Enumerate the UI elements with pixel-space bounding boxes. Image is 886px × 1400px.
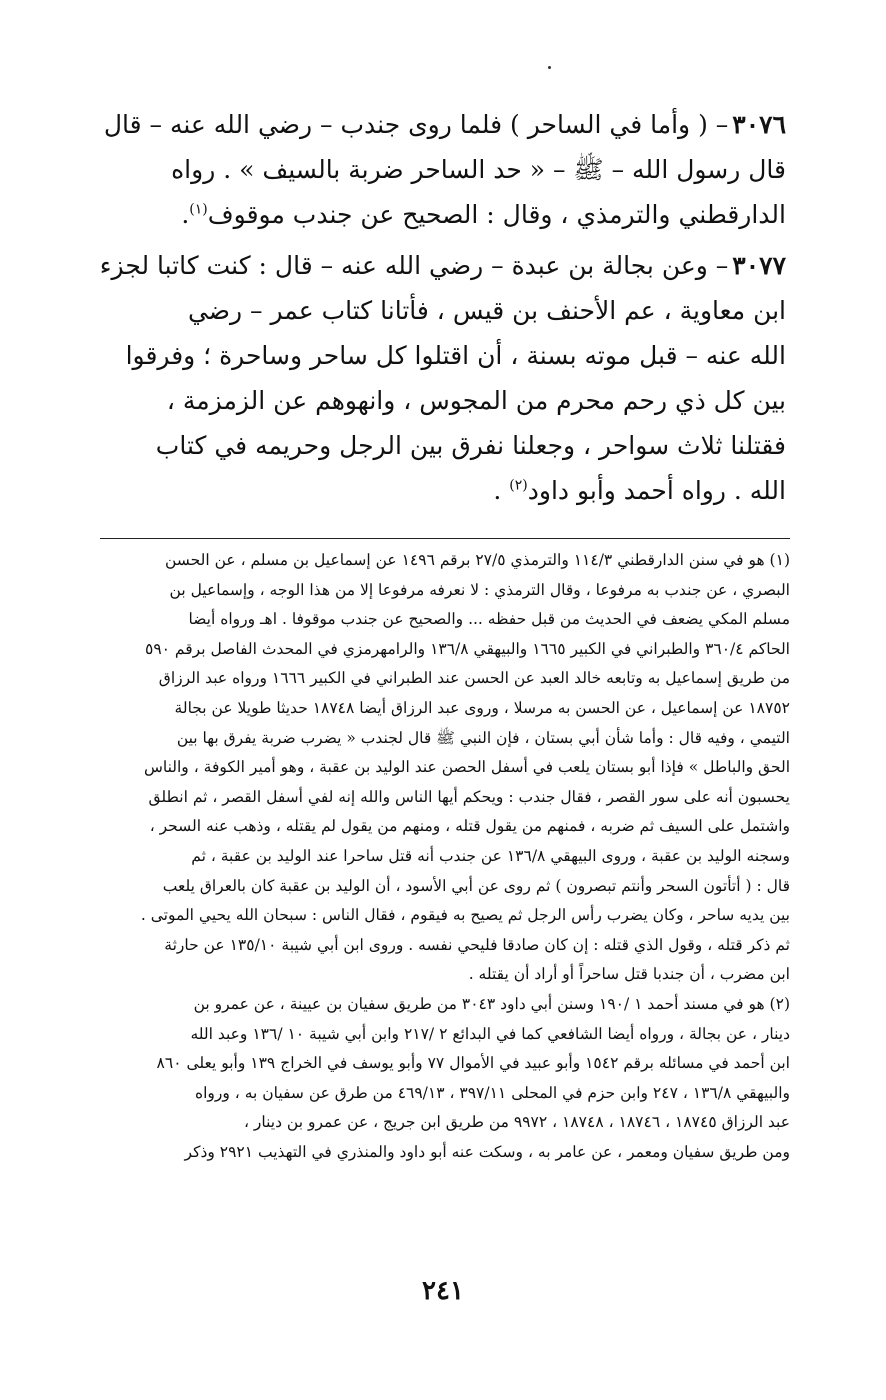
footnote-ref[interactable]: (٢) (509, 477, 528, 494)
hadith-number: ٣٠٧٦ (732, 110, 786, 139)
page-number: ٢٤١ (422, 1276, 464, 1306)
footnote-ref[interactable]: (١) (189, 201, 208, 218)
hadith-tail: . (493, 476, 510, 505)
hadith-text: – ( وأما في الساحر ) فلما روى جندب – رضي الله عنه – قال قال رسول الله – ﷺ – « حد الساحر ضربة بالسيف » . رواه الدارقطني والترمذي ، وقال : الصحيح عن جندب موقوف (103, 110, 786, 229)
hadith-3076 (86, 102, 786, 237)
main-text (86, 102, 786, 519)
footnote-1: (١) هو في سنن الدارقطني ١١٤/٣ والترمذي ٢٧/٥ برقم ١٤٩٦ عن إسماعيل بن مسلم ، عن الحسن البصري ، عن جندب به مرفوعا ، وقال الترمذي : لا نعرفه مرفوعا إلا من هذا الوجه ، وإسماعيل بن مسلم المكي يضعف في الحديث من قبل حفظه ... والصحيح عن جندب موقوفا . اهـ ورواه أيضا الحاكم ٣٦٠/٤ والطبراني في الكبير ١٦٦٥ والبيهقي ١٣٦/٨ والرامهرمزي في المحدث الفاصل برقم ٥٩٠ من طريق إسماعيل به وتابعه خالد العبد عن الحسن عند الطبراني في الكبير ١٦٦٦ ورواه عبد الرزاق ١٨٧٥٢ عن إسماعيل ، عن الحسن به مرسلا ، وروى عبد الرزاق أيضا ١٨٧٤٨ حديثا طويلا عن بجالة التيمي ، وفيه قال : وأما شأن أبي بستان ، فإن النبي ﷺ قال لجندب « يضرب ضربة يفرق بها بين الحق والباطل » فإذا أبو بستان يلعب في أسفل الحصن عند الوليد بن عقبة ، وهو أمير الكوفة ، والناس يحسبون أنه على سور القصر ، فقال جندب : ويحكم أيها الناس والله إنه لفي أسفل القصر ، ثم انطلق واشتمل على السيف ثم ضربه ، فمنهم من يقول قتله ، ومنهم من يقول لم يقتله ، وذهب عنه السحر ، وسجنه الوليد بن عقبة ، وروى البيهقي ١٣٦/٨ عن جندب أنه قتل ساحرا عند الوليد بن عقبة ، ثم قال : ( أتأتون السحر وأنتم تبصرون ) ثم روى عن أبي الأسود ، أن الوليد بن عقبة كان بالعراق يلعب بين يديه ساحر ، وكان يضرب رأس الرجل ثم يصيح به فيقوم ، فقال الناس : سبحان الله يحيي الموتى . ثم ذكر قتله ، وقول الذي قتله : إن كان صادقا فليحي نفسه . وروى ابن أبي شيبة ١٣٥/١٠ عن حارثة ابن مضرب ، أن جندبا قتل ساحراً أو أراد أن يقتله . (140, 551, 790, 984)
print-speck (548, 66, 551, 69)
footnote-divider (100, 538, 790, 539)
hadith-3077 (86, 243, 786, 513)
hadith-tail: . (181, 200, 190, 229)
footnotes (94, 546, 790, 1167)
hadith-number: ٣٠٧٧ (732, 251, 786, 280)
footnote-2: (٢) هو في مسند أحمد ١ /١٩٠ وسنن أبي داود ٣٠٤٣ من طريق سفيان بن عيينة ، عن عمرو بن دينار ، عن بجالة ، ورواه أيضا الشافعي كما في البدائع ٢ /٢١٧ وابن أبي شيبة ١٠ /١٣٦ وعبد الله ابن أحمد في مسائله برقم ١٥٤٢ وأبو عبيد في الأموال ٧٧ وأبو يوسف في الخراج ١٣٩ وأبو يعلى ٨٦٠ والبيهقي ١٣٦/٨ ، ٢٤٧ وابن حزم في المحلى ٣٩٧/١١ ، ٤٦٩/١٣ من طرق عن سفيان به ، ورواه عبد الرزاق ١٨٧٤٥ ، ١٨٧٤٦ ، ١٨٧٤٨ ، ٩٩٧٢ من طريق ابن جريج ، عن عمرو بن دينار ، ومن طريق سفيان ومعمر ، عن عامر به ، وسكت عنه أبو داود والمنذري في التهذيب ٢٩٢١ وذكر (156, 994, 790, 1161)
hadith-text: – وعن بجالة بن عبدة – رضي الله عنه – قال : كنت كاتبا لجزء ابن معاوية ، عم الأحنف بن قيس ، فأتانا كتاب عمر – رضي الله عنه – قبل موته بسنة ، أن اقتلوا كل ساحر وساحرة ؛ وفرقوا بين كل ذي رحم محرم من المجوس ، وانهوهم عن الزمزمة ، فقتلنا ثلاث سواحر ، وجعلنا نفرق بين الرجل وحريمه في كتاب الله . رواه أحمد وأبو داود (99, 251, 786, 505)
